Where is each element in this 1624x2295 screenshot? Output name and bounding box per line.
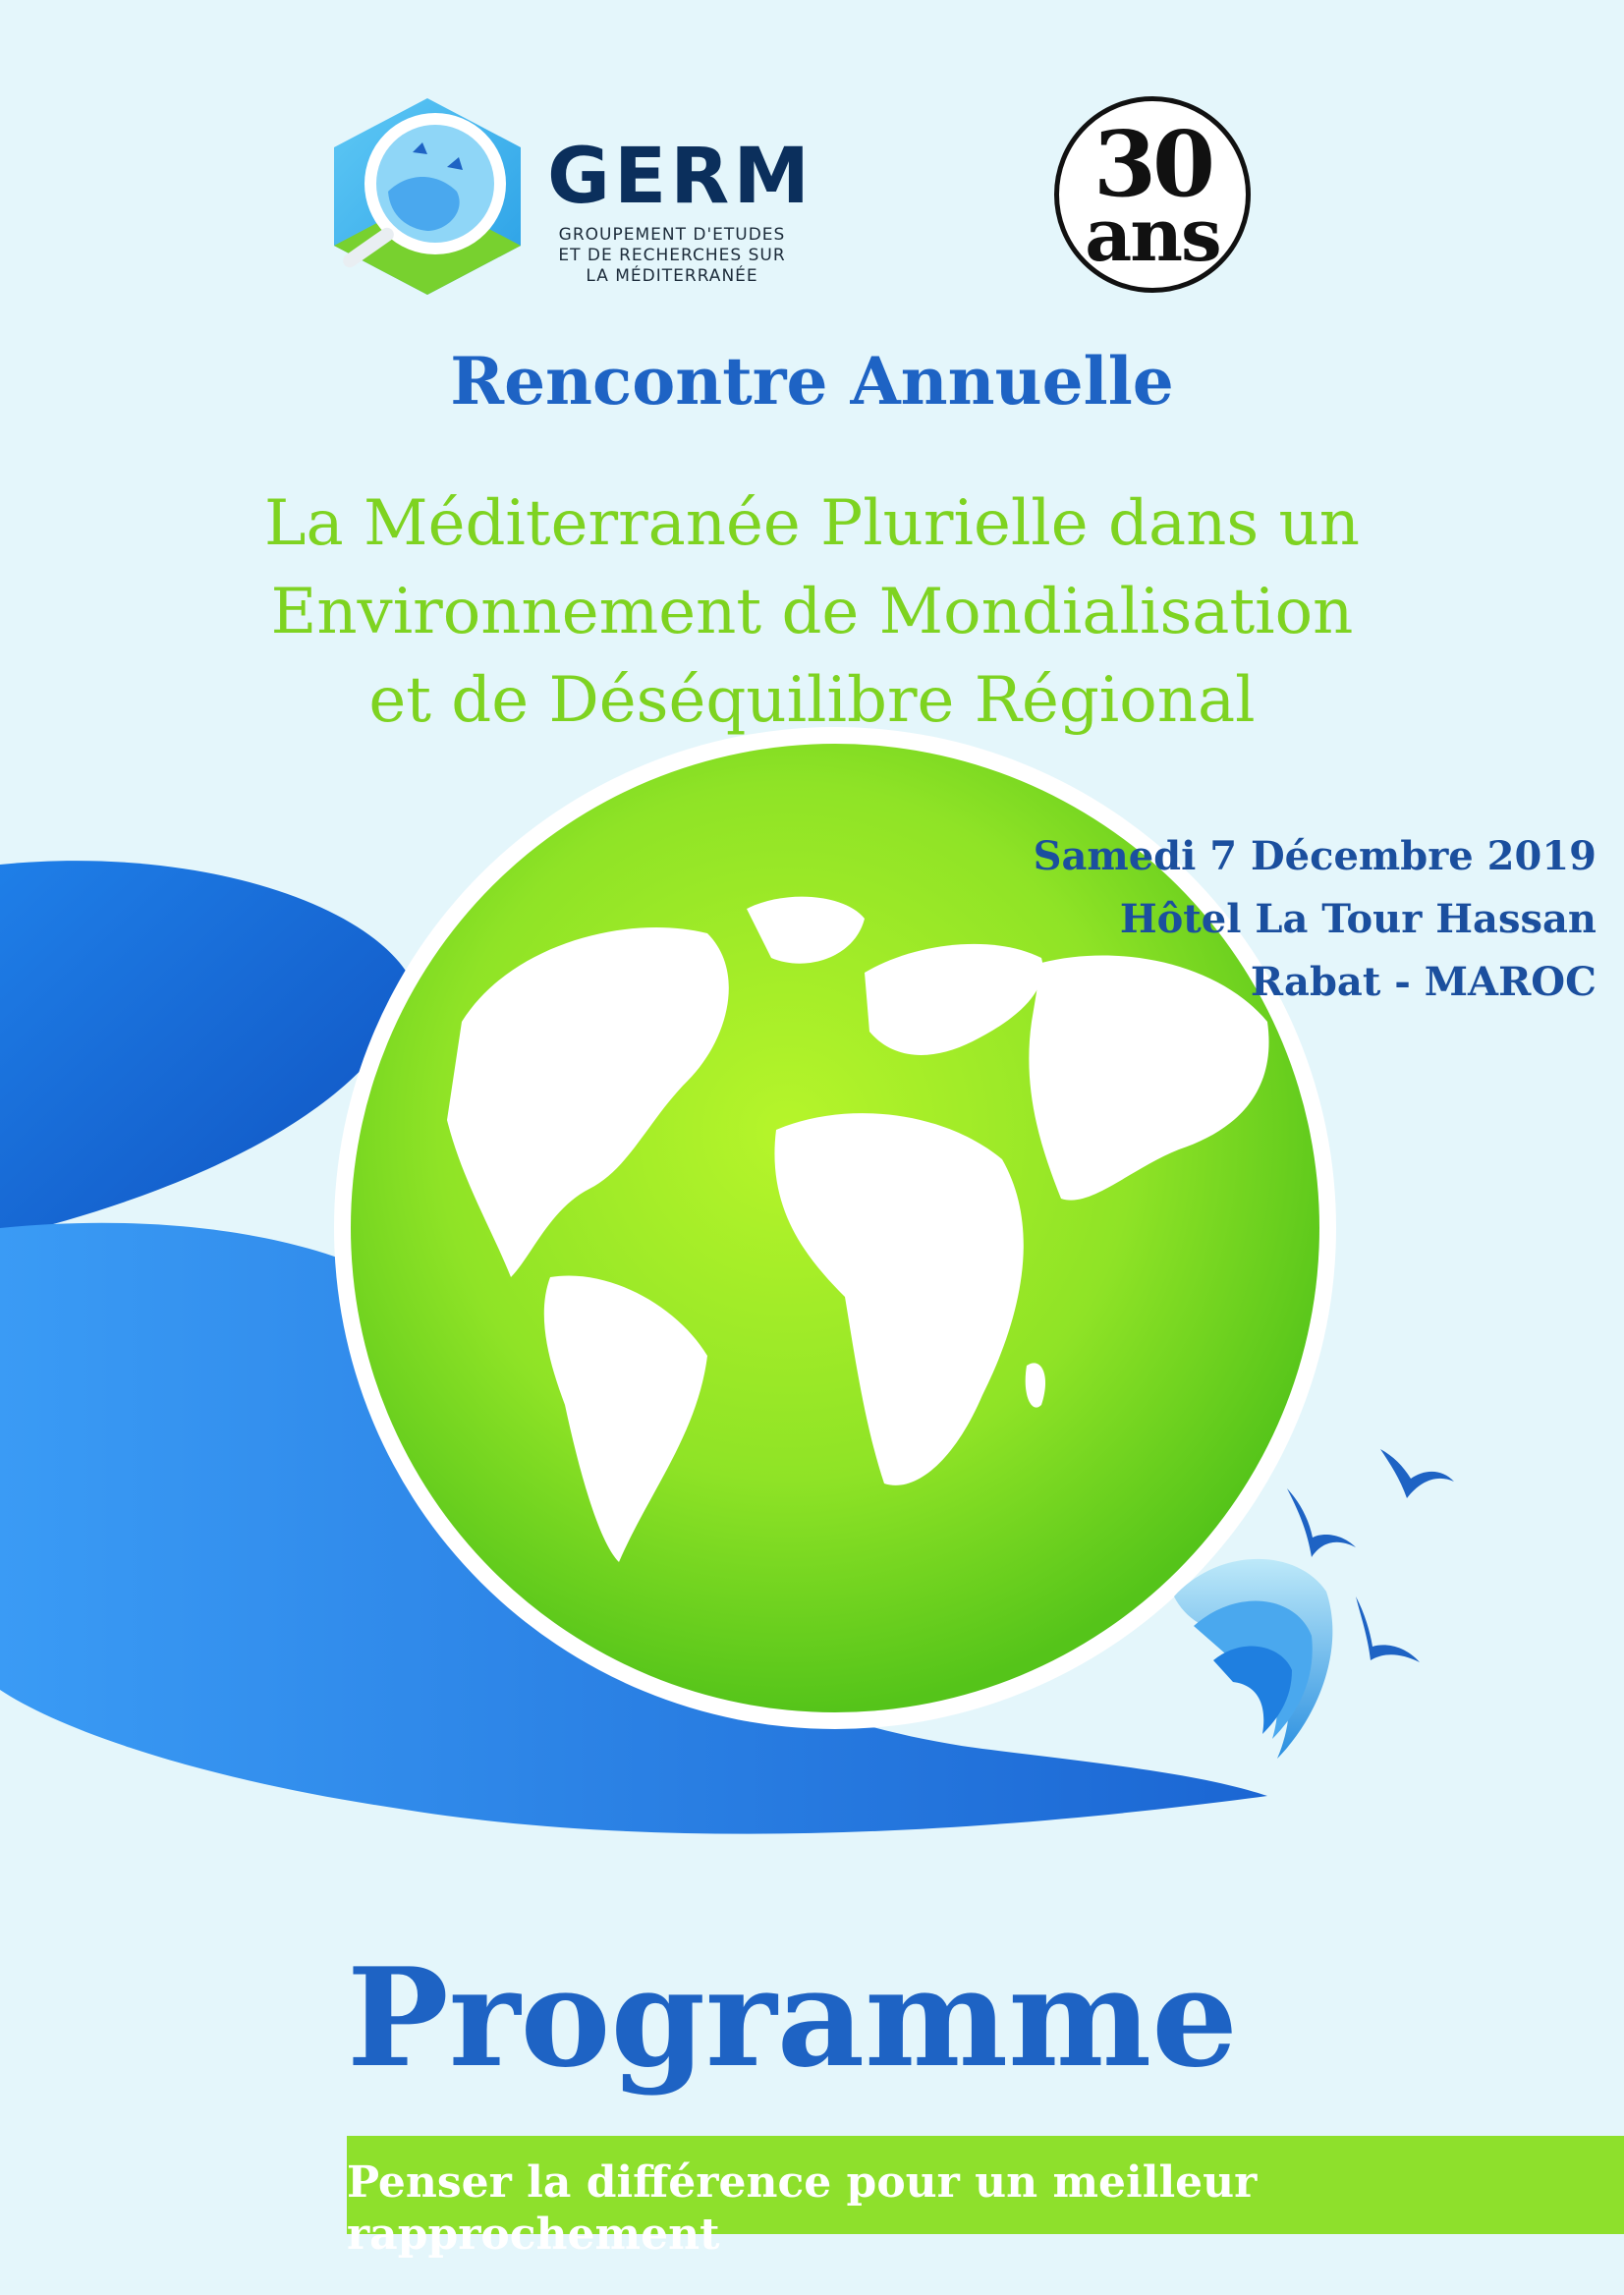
event-date: Samedi 7 Décembre 2019: [1033, 833, 1596, 879]
slogan-bar: [347, 2136, 1624, 2260]
slogan-text: Penser la différence pour un meilleur rapprochement: [347, 2157, 1258, 2260]
germ-logo: [319, 93, 811, 300]
logo-wordmark: GERM: [547, 133, 813, 221]
badge-word: ans: [1085, 194, 1220, 278]
theme-line-3: et de Déséquilibre Régional: [368, 664, 1256, 737]
programme-title: Programme: [347, 1937, 1238, 2098]
anniversary-badge: [1054, 96, 1251, 293]
logo-subtitle-line-2: ET DE RECHERCHES SUR: [558, 246, 786, 265]
badge-number: 30: [1092, 111, 1212, 217]
event-venue: Hôtel La Tour Hassan: [1119, 896, 1596, 942]
logo-subtitle-line-3: LA MÉDITERRANÉE: [586, 266, 758, 286]
event-theme: [0, 479, 1624, 745]
event-heading: Rencontre Annuelle: [450, 343, 1174, 420]
event-city: Rabat - MAROC: [1250, 959, 1596, 1005]
wave-icon: [1174, 1559, 1332, 1759]
theme-line-2: Environnement de Mondialisation: [270, 576, 1354, 648]
magnifier-icon: [319, 93, 535, 300]
logo-subtitle: [539, 225, 805, 287]
theme-line-1: La Méditerranée Plurielle dans un: [264, 487, 1360, 560]
logo-subtitle-line-1: GROUPEMENT D'ETUDES: [558, 225, 786, 245]
event-details: [1034, 825, 1596, 1014]
